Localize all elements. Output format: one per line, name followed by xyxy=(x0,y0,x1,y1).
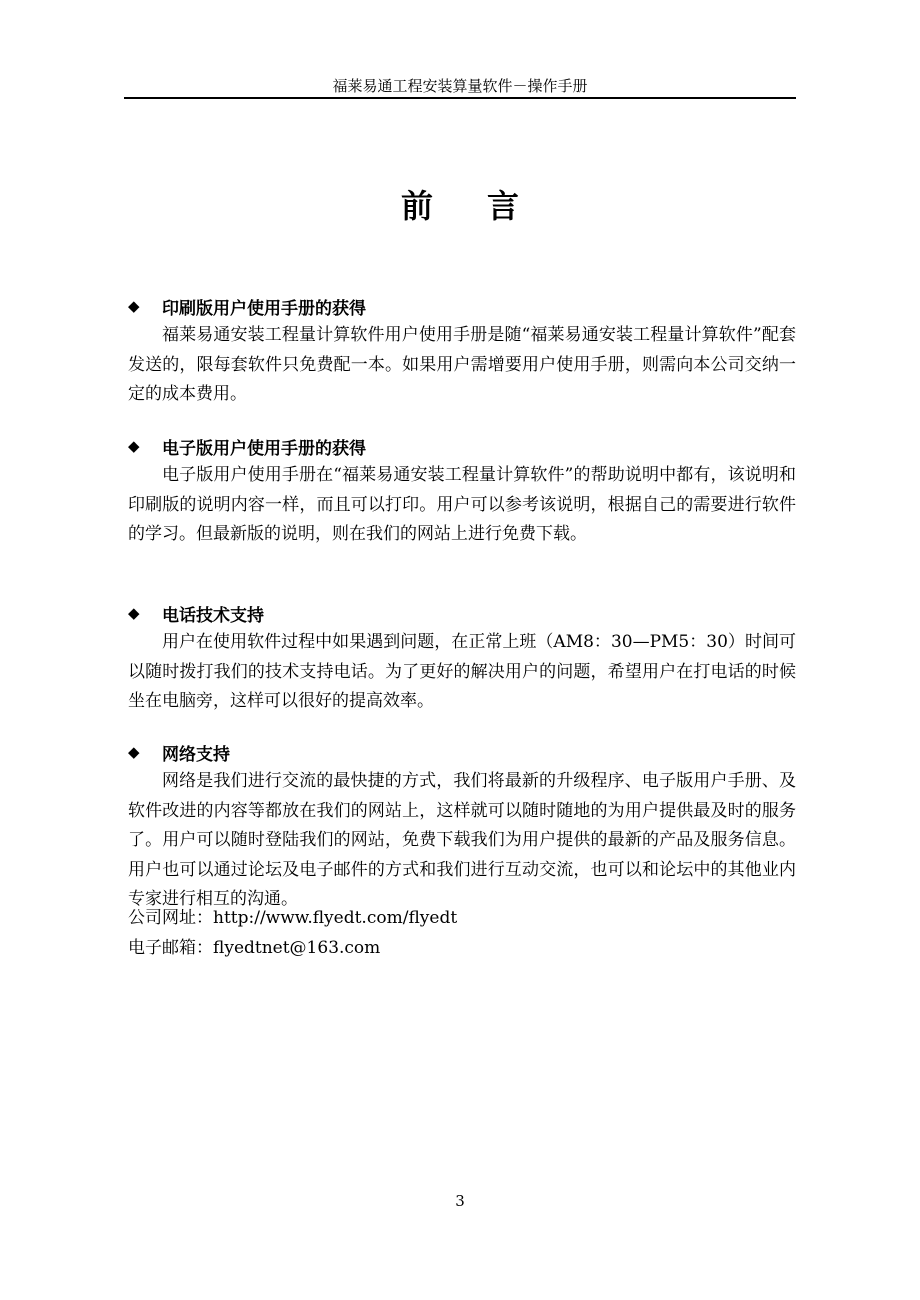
header-rule xyxy=(124,97,796,99)
contact-info xyxy=(128,904,796,963)
section-heading xyxy=(128,598,796,628)
diamond-bullet-icon: ◆ xyxy=(128,743,140,761)
section-printed-manual xyxy=(128,291,796,410)
page-number: 3 xyxy=(455,1192,465,1210)
section-heading xyxy=(128,737,796,767)
section-body: 电子版用户使用手册在“福莱易通安装工程量计算软件”的帮助说明中都有，该说明和印刷版的说明内容一样，而且可以打印。用户可以参考该说明，根据自己的需要进行软件的学习。但最新版的说明，则在我们的网站上进行免费下载。 xyxy=(128,465,796,544)
website-line xyxy=(128,904,796,934)
section-body: 福莱易通安装工程量计算软件用户使用手册是随“福莱易通安装工程量计算软件”配套发送的，限每套软件只免费配一本。如果用户需增要用户使用手册，则需向本公司交纳一定的成本费用。 xyxy=(128,325,796,404)
section-heading-text: 印刷版用户使用手册的获得 xyxy=(162,298,366,319)
section-body: 网络是我们进行交流的最快捷的方式，我们将最新的升级程序、电子版用户手册、及软件改进的内容等都放在我们的网站上，这样就可以随时随地的为用户提供最及时的服务了。用户可以随时登陆我们的网站，免费下载我们为用户提供的最新的产品及服务信息。用户也可以通过论坛及电子邮件的方式和我们进行互动交流，也可以和论坛中的其他业内专家进行相互的沟通。 xyxy=(128,771,796,909)
email-label: 电子邮箱： xyxy=(128,937,213,958)
page-title: 前言 xyxy=(400,187,573,225)
section-phone-support xyxy=(128,598,796,717)
website-link[interactable]: http://www.flyedt.com/flyedt xyxy=(213,908,458,928)
diamond-bullet-icon: ◆ xyxy=(128,437,140,455)
running-header: 福莱易通工程安装算量软件－操作手册 xyxy=(332,77,588,95)
section-electronic-manual xyxy=(128,431,796,550)
section-heading xyxy=(128,291,796,321)
section-body: 用户在使用软件过程中如果遇到问题，在正常上班（AM8：30—PM5：30）时间可以随时拨打我们的技术支持电话。为了更好的解决用户的问题，希望用户在打电话的时候坐在电脑旁，这样可以很好的提高效率。 xyxy=(128,632,796,711)
section-network-support xyxy=(128,737,796,915)
diamond-bullet-icon: ◆ xyxy=(128,297,140,315)
email-link[interactable]: flyedtnet@163.com xyxy=(213,937,381,958)
website-label: 公司网址： xyxy=(128,908,213,928)
email-line xyxy=(128,934,796,964)
section-heading-text: 网络支持 xyxy=(162,744,230,765)
section-heading-text: 电话技术支持 xyxy=(162,605,264,626)
diamond-bullet-icon: ◆ xyxy=(128,604,140,622)
section-heading-text: 电子版用户使用手册的获得 xyxy=(162,438,366,459)
section-heading xyxy=(128,431,796,461)
